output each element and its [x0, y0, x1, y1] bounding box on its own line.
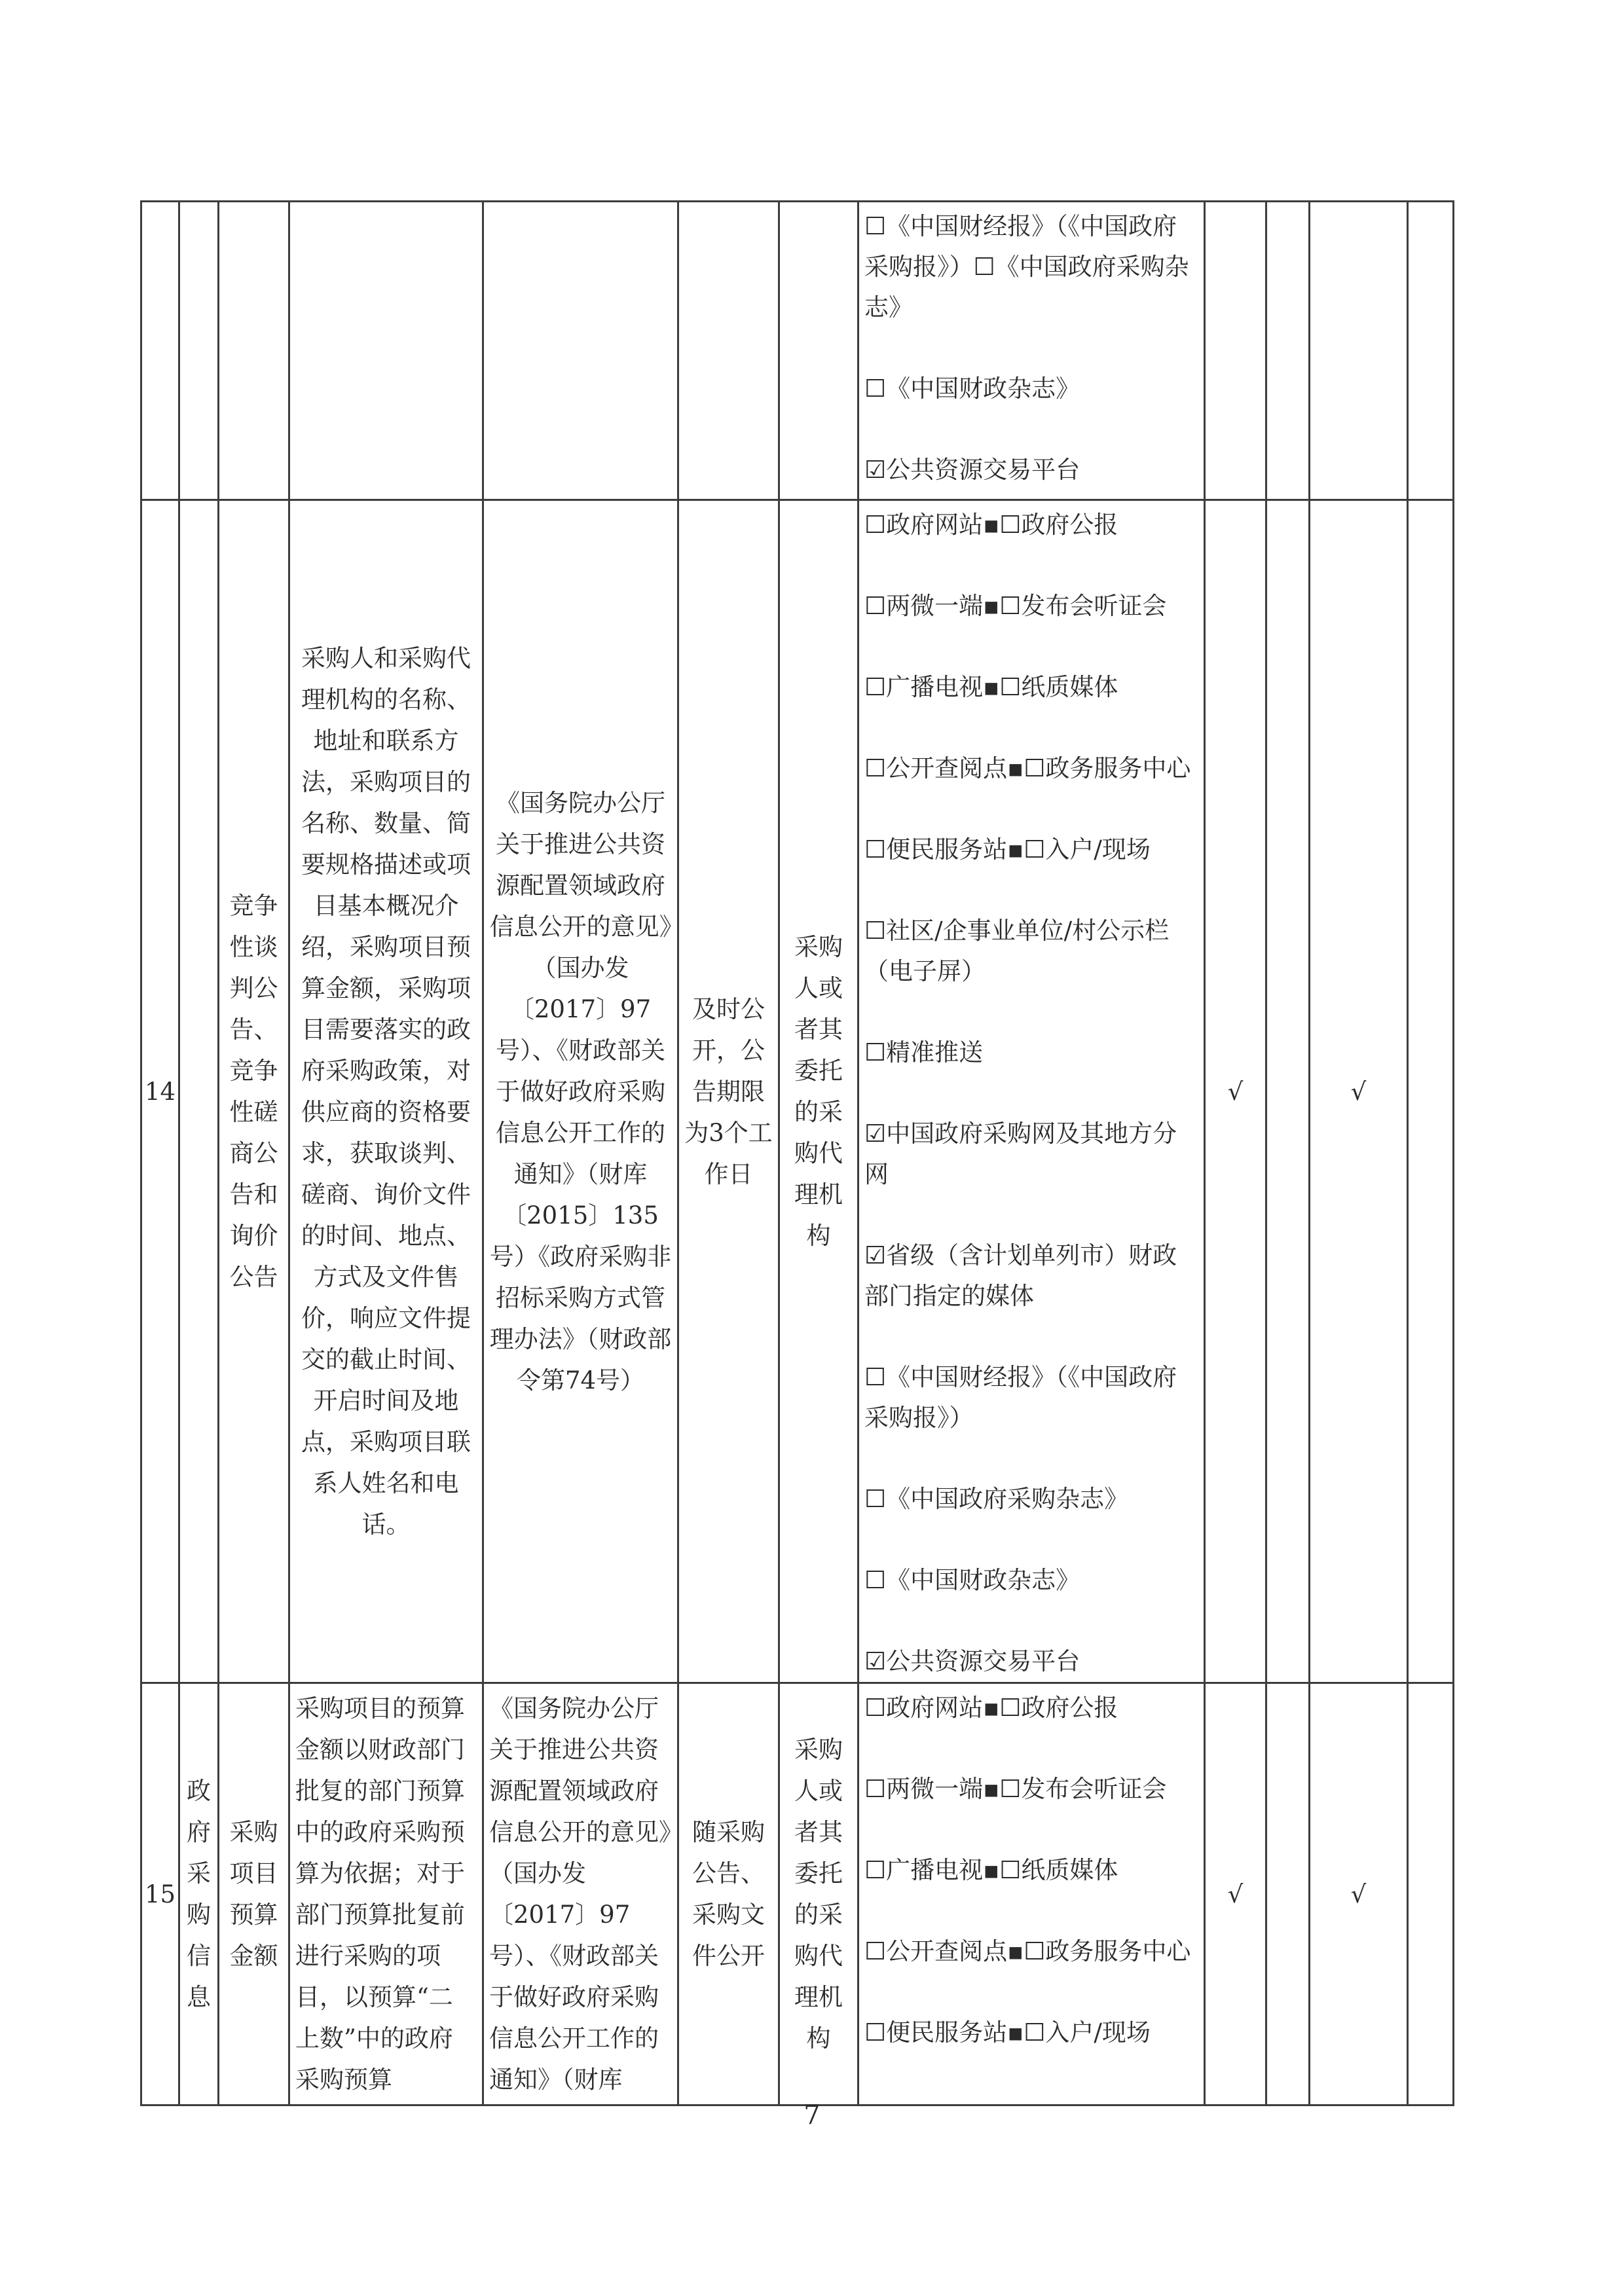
- basis-cell: [483, 1683, 678, 2105]
- subject-cell: [779, 500, 858, 1683]
- channel-option[interactable]: ☐《中国政府采购杂志》: [864, 1485, 1129, 1513]
- category-cell: [179, 500, 219, 1683]
- channel-option[interactable]: ☐《中国财政杂志》: [864, 1566, 1080, 1594]
- page-number: 7: [803, 2100, 821, 2130]
- channels-cell: [858, 500, 1205, 1683]
- channel-option[interactable]: ☐两微一端▪☐发布会听证会: [864, 1775, 1167, 1803]
- content-text: 采购项目的预算金额以财政部门批复的部门预算中的政府采购预算为依据；对于部门预算批复前进行采购的项目，以预算“二上数”中的政府采购预算: [295, 1694, 465, 2094]
- category-cell: [179, 202, 219, 500]
- check-mark-mark3: √: [1310, 500, 1408, 1683]
- channel-option[interactable]: ☑中国政府采购网及其地方分网: [864, 1120, 1177, 1188]
- basis-text: 《国务院办公厅关于推进公共资源配置领域政府信息公开的意见》（国办发〔2017〕97号）、《财政部关于做好政府采购信息公开工作的通知》（财库〔2015〕135号）《政府采购非招标采购方式管理办法》（财政部令第74号）: [489, 788, 672, 1394]
- time-limit-cell: [678, 202, 779, 500]
- channel-option[interactable]: ☐公开查阅点▪☐政务服务中心: [864, 754, 1191, 782]
- channel-option[interactable]: ☐广播电视▪☐纸质媒体: [864, 1856, 1118, 1884]
- table-body: [141, 202, 1454, 2105]
- channels-cell: [858, 1683, 1205, 2105]
- row-number: 14: [141, 500, 179, 1683]
- subject-cell: [779, 1683, 858, 2105]
- item-name-cell: [219, 1683, 289, 2105]
- subject-text: 采购人或者其委托的采购代理机构: [794, 933, 843, 1250]
- check-mark-mark4: [1408, 1683, 1454, 2105]
- channel-option[interactable]: ☐《中国财经报》（《中国政府采购报》）: [864, 1363, 1177, 1432]
- channel-option[interactable]: ☐《中国财政杂志》: [864, 374, 1080, 403]
- row-number: 15: [141, 1683, 179, 2105]
- time-limit-text: 及时公开，公告期限为3个工作日: [684, 994, 773, 1188]
- channel-option[interactable]: ☑公共资源交易平台: [864, 1647, 1080, 1675]
- basis-text: [484, 202, 677, 210]
- check-mark-mark2: [1266, 202, 1310, 500]
- table-row: [141, 500, 1454, 1683]
- basis-cell: [483, 202, 678, 500]
- channel-option[interactable]: ☐便民服务站▪☐入户/现场: [864, 2018, 1151, 2047]
- category-text: 政府采购信息: [187, 1777, 211, 2011]
- check-mark-mark3: √: [1310, 1683, 1408, 2105]
- channel-option[interactable]: ☐两微一端▪☐发布会听证会: [864, 592, 1167, 620]
- channel-option[interactable]: ☑公共资源交易平台: [864, 456, 1080, 484]
- check-mark-mark4: [1408, 500, 1454, 1683]
- time-limit-cell: [678, 1683, 779, 2105]
- basis-cell: [483, 500, 678, 1683]
- channel-option[interactable]: ☐公开查阅点▪☐政务服务中心: [864, 1937, 1191, 1965]
- channel-option[interactable]: ☐社区/企事业单位/村公示栏（电子屏）: [864, 917, 1170, 985]
- content-text: 采购人和采购代理机构的名称、地址和联系方法，采购项目的名称、数量、简要规格描述或项目基本概况介绍，采购项目预算金额，采购项目需要落实的政府采购政策，对供应商的资格要求，获取谈判、磋商、询价文件的时间、地点、方式及文件售价，响应文件提交的截止时间、开启时间及地点，采购项目联系人姓名和电话。: [301, 644, 471, 1539]
- channel-option[interactable]: ☐政府网站▪☐政府公报: [864, 1694, 1118, 1722]
- item-name-cell: [219, 202, 289, 500]
- channel-option[interactable]: ☐便民服务站▪☐入户/现场: [864, 835, 1151, 864]
- item-name-text: 竞争性谈判公告、竞争性磋商公告和询价公告: [229, 892, 278, 1291]
- table-row: [141, 202, 1454, 500]
- check-mark-mark1: [1205, 202, 1266, 500]
- time-limit-text: 随采购公告、采购文件公开: [692, 1818, 765, 1970]
- check-mark-mark2: [1266, 500, 1310, 1683]
- check-mark-mark2: [1266, 1683, 1310, 2105]
- category-cell: [179, 1683, 219, 2105]
- channel-option[interactable]: ☐《中国财经报》（《中国政府采购报》）☐《中国政府采购杂志》: [864, 212, 1189, 321]
- content-cell: [289, 202, 483, 500]
- subject-text: 采购人或者其委托的采购代理机构: [794, 1736, 843, 2052]
- check-mark-mark1: √: [1205, 500, 1266, 1683]
- check-mark-mark1: √: [1205, 1683, 1266, 2105]
- channels-cell: [858, 202, 1205, 500]
- channel-option[interactable]: ☑省级（含计划单列市）财政部门指定的媒体: [864, 1241, 1177, 1310]
- channel-option[interactable]: ☐政府网站▪☐政府公报: [864, 511, 1118, 539]
- check-mark-mark4: [1408, 202, 1454, 500]
- check-mark-mark3: [1310, 202, 1408, 500]
- channel-option[interactable]: ☐精准推送: [864, 1038, 984, 1066]
- content-text: [290, 202, 482, 210]
- row-number: [141, 202, 179, 500]
- content-cell: [289, 500, 483, 1683]
- channel-option[interactable]: ☐广播电视▪☐纸质媒体: [864, 673, 1118, 701]
- time-limit-cell: [678, 500, 779, 1683]
- subject-cell: [779, 202, 858, 500]
- item-name-cell: [219, 500, 289, 1683]
- item-name-text: 采购项目预算金额: [229, 1818, 278, 1970]
- disclosure-table: [140, 200, 1454, 2106]
- table-row: [141, 1683, 1454, 2105]
- content-cell: [289, 1683, 483, 2105]
- basis-text: 《国务院办公厅关于推进公共资源配置领域政府信息公开的意见》（国办发〔2017〕97号）、《财政部关于做好政府采购信息公开工作的通知》（财库: [489, 1694, 671, 2094]
